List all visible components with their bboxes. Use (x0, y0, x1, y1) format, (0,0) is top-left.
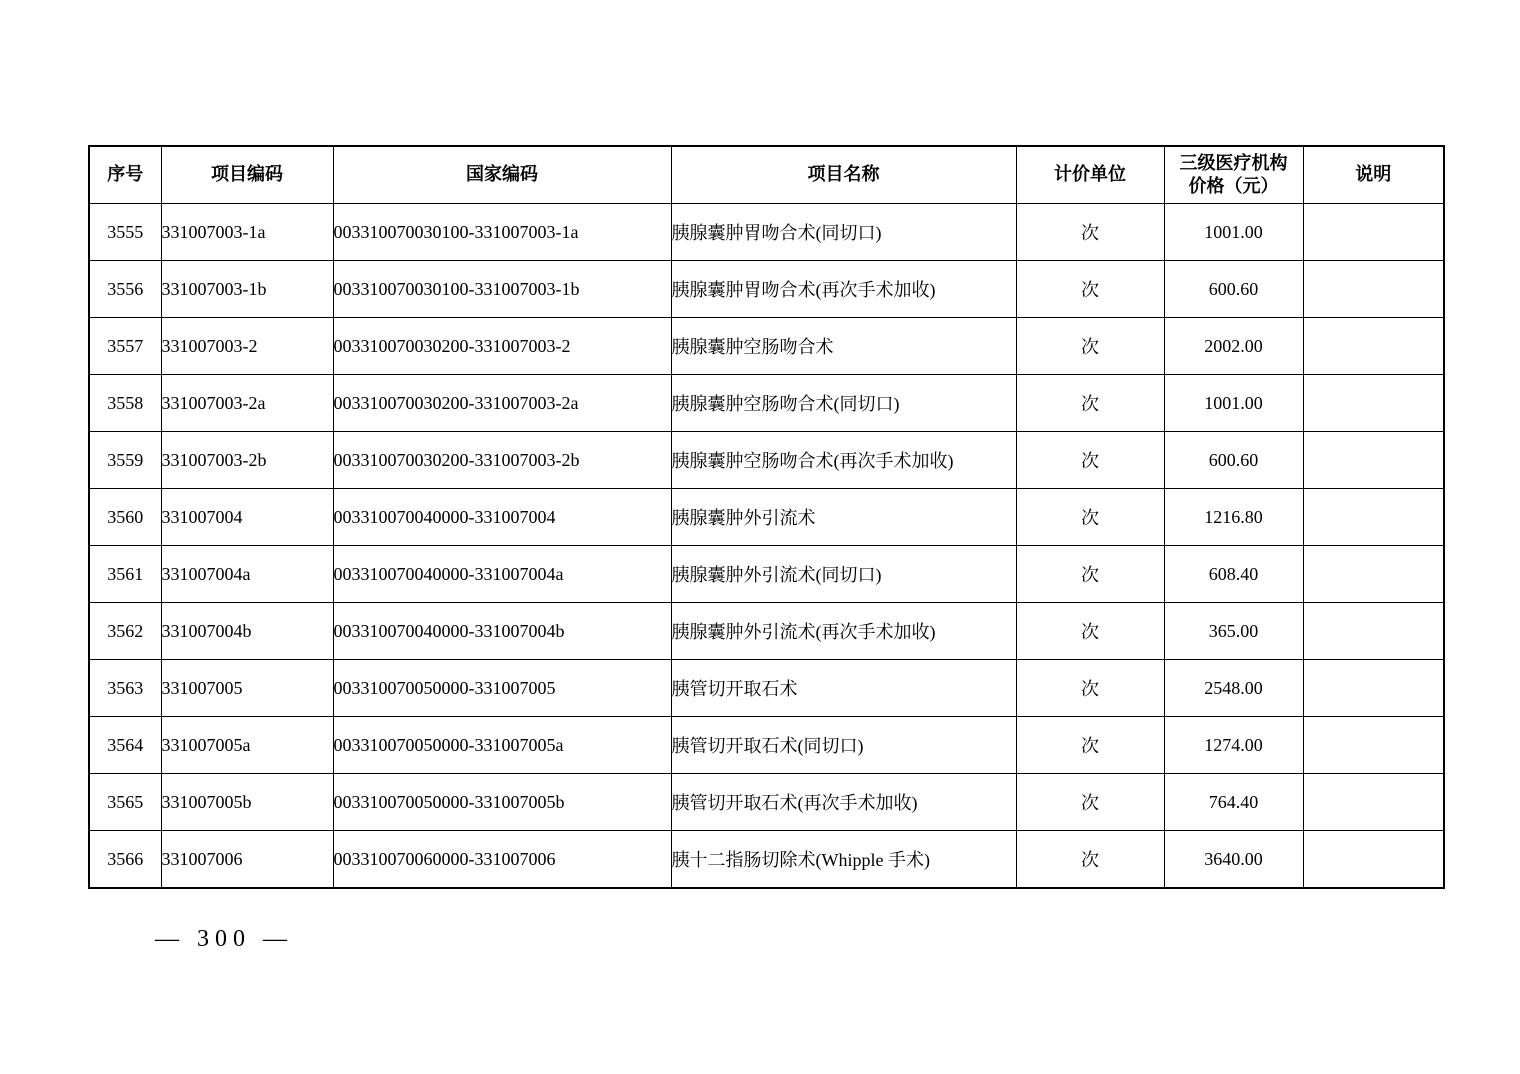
note-cell (1303, 204, 1444, 261)
national-code-cell: 003310070040000-331007004a (333, 546, 671, 603)
price-cell: 3640.00 (1164, 831, 1303, 889)
item-name-cell: 胰管切开取石术(同切口) (671, 717, 1016, 774)
national-code-cell: 003310070050000-331007005b (333, 774, 671, 831)
item-name-cell: 胰腺囊肿空肠吻合术(同切口) (671, 375, 1016, 432)
item-name-cell: 胰管切开取石术(再次手术加收) (671, 774, 1016, 831)
unit-cell: 次 (1016, 831, 1164, 889)
unit-cell: 次 (1016, 204, 1164, 261)
price-cell: 764.40 (1164, 774, 1303, 831)
national-code-cell: 003310070030100-331007003-1a (333, 204, 671, 261)
unit-cell: 次 (1016, 432, 1164, 489)
note-cell (1303, 831, 1444, 889)
item-code-cell: 331007003-2a (161, 375, 333, 432)
national-code-cell: 003310070050000-331007005 (333, 660, 671, 717)
seq-cell: 3556 (89, 261, 161, 318)
table-row (89, 717, 1444, 774)
price-cell: 1216.80 (1164, 489, 1303, 546)
seq-cell: 3558 (89, 375, 161, 432)
item-name-cell: 胰腺囊肿外引流术 (671, 489, 1016, 546)
price-cell: 1001.00 (1164, 204, 1303, 261)
unit-cell: 次 (1016, 261, 1164, 318)
item-code-cell: 331007003-1b (161, 261, 333, 318)
note-cell (1303, 432, 1444, 489)
item-name-cell: 胰腺囊肿空肠吻合术 (671, 318, 1016, 375)
national-code-cell: 003310070060000-331007006 (333, 831, 671, 889)
note-cell (1303, 546, 1444, 603)
table-row (89, 489, 1444, 546)
unit-cell: 次 (1016, 375, 1164, 432)
seq-cell: 3559 (89, 432, 161, 489)
price-cell: 365.00 (1164, 603, 1303, 660)
note-cell (1303, 660, 1444, 717)
unit-cell: 次 (1016, 774, 1164, 831)
item-name-cell: 胰十二指肠切除术(Whipple 手术) (671, 831, 1016, 889)
table-body (89, 204, 1444, 889)
table-row (89, 660, 1444, 717)
column-header-price-line2: 价格（元） (1188, 176, 1279, 196)
medical-price-table (88, 145, 1445, 889)
unit-cell: 次 (1016, 660, 1164, 717)
seq-cell: 3565 (89, 774, 161, 831)
table-row (89, 204, 1444, 261)
item-code-cell: 331007003-1a (161, 204, 333, 261)
unit-cell: 次 (1016, 717, 1164, 774)
note-cell (1303, 489, 1444, 546)
national-code-cell: 003310070030100-331007003-1b (333, 261, 671, 318)
national-code-cell: 003310070030200-331007003-2b (333, 432, 671, 489)
note-cell (1303, 375, 1444, 432)
item-code-cell: 331007006 (161, 831, 333, 889)
item-name-cell: 胰腺囊肿外引流术(同切口) (671, 546, 1016, 603)
price-cell: 2002.00 (1164, 318, 1303, 375)
national-code-cell: 003310070050000-331007005a (333, 717, 671, 774)
item-code-cell: 331007005 (161, 660, 333, 717)
table-row (89, 261, 1444, 318)
note-cell (1303, 717, 1444, 774)
item-name-cell: 胰腺囊肿胃吻合术(同切口) (671, 204, 1016, 261)
item-name-cell: 胰管切开取石术 (671, 660, 1016, 717)
table-row (89, 318, 1444, 375)
item-code-cell: 331007003-2 (161, 318, 333, 375)
unit-cell: 次 (1016, 489, 1164, 546)
unit-cell: 次 (1016, 603, 1164, 660)
national-code-cell: 003310070030200-331007003-2 (333, 318, 671, 375)
seq-cell: 3560 (89, 489, 161, 546)
unit-cell: 次 (1016, 318, 1164, 375)
price-cell: 608.40 (1164, 546, 1303, 603)
column-header-price-line1: 三级医疗机构 (1179, 152, 1288, 173)
note-cell (1303, 318, 1444, 375)
item-name-cell: 胰腺囊肿外引流术(再次手术加收) (671, 603, 1016, 660)
column-header-item-code: 项目编码 (161, 146, 333, 204)
item-code-cell: 331007004b (161, 603, 333, 660)
note-cell (1303, 774, 1444, 831)
column-header-price (1164, 146, 1303, 204)
seq-cell: 3563 (89, 660, 161, 717)
national-code-cell: 003310070040000-331007004 (333, 489, 671, 546)
item-name-cell: 胰腺囊肿胃吻合术(再次手术加收) (671, 261, 1016, 318)
seq-cell: 3555 (89, 204, 161, 261)
unit-cell: 次 (1016, 546, 1164, 603)
table-row (89, 603, 1444, 660)
table-row (89, 774, 1444, 831)
note-cell (1303, 261, 1444, 318)
item-code-cell: 331007003-2b (161, 432, 333, 489)
seq-cell: 3562 (89, 603, 161, 660)
national-code-cell: 003310070040000-331007004b (333, 603, 671, 660)
price-cell: 1274.00 (1164, 717, 1303, 774)
seq-cell: 3557 (89, 318, 161, 375)
item-name-cell: 胰腺囊肿空肠吻合术(再次手术加收) (671, 432, 1016, 489)
price-cell: 2548.00 (1164, 660, 1303, 717)
table-row (89, 375, 1444, 432)
column-header-note: 说明 (1303, 146, 1444, 204)
item-code-cell: 331007004a (161, 546, 333, 603)
item-code-cell: 331007005b (161, 774, 333, 831)
header-row (89, 146, 1444, 204)
column-header-unit: 计价单位 (1016, 146, 1164, 204)
item-code-cell: 331007004 (161, 489, 333, 546)
table-row (89, 432, 1444, 489)
national-code-cell: 003310070030200-331007003-2a (333, 375, 671, 432)
price-cell: 600.60 (1164, 432, 1303, 489)
column-header-item-name: 项目名称 (671, 146, 1016, 204)
table-header (89, 146, 1444, 204)
item-code-cell: 331007005a (161, 717, 333, 774)
seq-cell: 3566 (89, 831, 161, 889)
price-cell: 1001.00 (1164, 375, 1303, 432)
column-header-seq: 序号 (89, 146, 161, 204)
seq-cell: 3561 (89, 546, 161, 603)
note-cell (1303, 603, 1444, 660)
table-row (89, 831, 1444, 889)
price-cell: 600.60 (1164, 261, 1303, 318)
page-number: — 300 — (155, 926, 293, 952)
column-header-national-code: 国家编码 (333, 146, 671, 204)
table-row (89, 546, 1444, 603)
seq-cell: 3564 (89, 717, 161, 774)
